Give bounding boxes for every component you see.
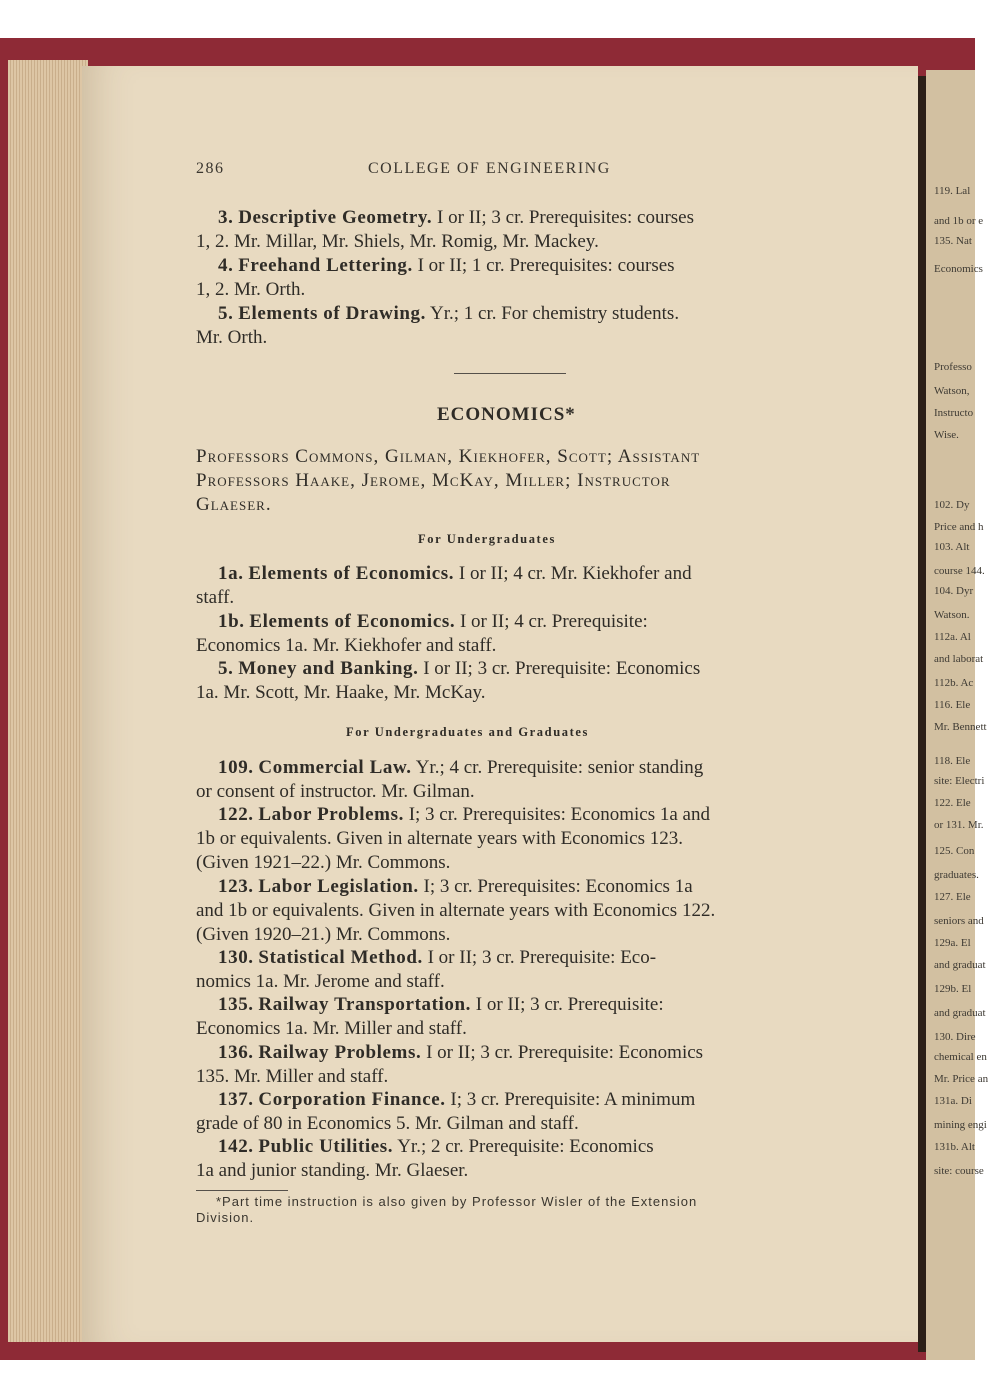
course-title: Money and Banking.: [238, 658, 419, 679]
adjacent-page-text: and graduat: [934, 959, 986, 971]
course-number: 1b.: [218, 611, 245, 632]
course-continuation: Mr. Orth.: [196, 327, 268, 348]
course-number: 135.: [218, 994, 254, 1015]
course-title: Elements of Economics.: [249, 611, 456, 632]
course-details: I or II; 3 cr. Prerequisite: Economics: [426, 1042, 704, 1063]
faculty-line: Professors Haake, Jerome, McKay, Miller; Instructor: [196, 470, 671, 491]
running-head: COLLEGE OF ENGINEERING: [368, 160, 611, 177]
course-number: 3.: [218, 207, 234, 228]
course-title: Corporation Finance.: [258, 1089, 446, 1110]
adjacent-page-text: Watson,: [934, 385, 970, 397]
adjacent-page-text: Professo: [934, 361, 972, 373]
course-title: Railway Problems.: [258, 1042, 422, 1063]
course-details: Yr.; 1 cr. For chemistry students.: [429, 303, 680, 324]
course-details: I or II; 1 cr. Prerequisites: courses: [417, 255, 675, 276]
course-details: I; 3 cr. Prerequisites: Economics 1a: [423, 876, 693, 897]
subsection-heading: For Undergraduates: [418, 532, 556, 546]
course-entry: [218, 876, 693, 898]
section-title: ECONOMICS*: [437, 404, 576, 425]
adjacent-page-text: 127. Ele: [934, 891, 971, 903]
adjacent-page-text: Watson.: [934, 609, 970, 621]
course-title: Labor Legislation.: [258, 876, 419, 897]
adjacent-page-text: Mr. Price an: [934, 1073, 988, 1085]
course-details: I or II; 3 cr. Prerequisite: Economics: [423, 658, 701, 679]
adjacent-page-text: mining engi: [934, 1119, 987, 1131]
adjacent-page-text: 129a. El: [934, 937, 971, 949]
course-number: 136.: [218, 1042, 254, 1063]
course-number: 5.: [218, 303, 234, 324]
footnote-line: *Part time instruction is also given by Professor Wisler of the Extension: [216, 1194, 698, 1209]
course-title: Public Utilities.: [258, 1136, 394, 1157]
course-number: 122.: [218, 804, 254, 825]
footnote-rule: [196, 1190, 288, 1191]
adjacent-page-text: 103. Alt: [934, 541, 970, 553]
adjacent-page-text: 131a. Di: [934, 1095, 972, 1107]
course-entry: [218, 804, 710, 826]
adjacent-page-text: Mr. Bennett: [934, 721, 987, 733]
course-details: I or II; 3 cr. Prerequisites: courses: [437, 207, 695, 228]
course-number: 5.: [218, 658, 234, 679]
course-title: Labor Problems.: [258, 804, 404, 825]
adjacent-page-text: Wise.: [934, 429, 959, 441]
course-details: I; 3 cr. Prerequisite: A minimum: [450, 1089, 696, 1110]
course-continuation: 135. Mr. Miller and staff.: [196, 1066, 389, 1087]
adjacent-page-text: and laborat: [934, 653, 984, 665]
adjacent-page-text: 104. Dyr: [934, 585, 974, 597]
course-entry: [218, 563, 692, 585]
adjacent-page-text: and graduat: [934, 1007, 986, 1019]
course-continuation: Economics 1a. Mr. Miller and staff.: [196, 1018, 467, 1039]
course-continuation: grade of 80 in Economics 5. Mr. Gilman and staff.: [196, 1113, 579, 1134]
course-continuation: 1, 2. Mr. Orth.: [196, 279, 306, 300]
book-gutter: [918, 76, 926, 1352]
adjacent-page-text: site: Electri: [934, 775, 985, 787]
course-entry: [218, 994, 664, 1016]
course-continuation: staff.: [196, 587, 235, 608]
course-details: Yr.; 4 cr. Prerequisite: senior standing: [415, 757, 704, 778]
course-continuation: and 1b or equivalents. Given in alternate years with Economics 122.: [196, 900, 716, 921]
course-title: Commercial Law.: [258, 757, 412, 778]
adjacent-page-text: 129b. El: [934, 983, 972, 995]
adjacent-page-text: 119. Lal: [934, 185, 971, 197]
adjacent-page-text: seniors and: [934, 915, 984, 927]
adjacent-page-text: course 144.: [934, 565, 985, 577]
course-continuation: nomics 1a. Mr. Jerome and staff.: [196, 971, 445, 992]
course-title: Freehand Lettering.: [238, 255, 413, 276]
course-number: 137.: [218, 1089, 254, 1110]
subsection-heading: For Undergraduates and Graduates: [346, 725, 589, 739]
adjacent-page-text: 112b. Ac: [934, 677, 974, 689]
adjacent-page-text: Price and h: [934, 521, 984, 533]
course-details: I or II; 4 cr. Mr. Kiekhofer and: [458, 563, 692, 584]
course-details: I or II; 3 cr. Prerequisite: Eco-: [427, 947, 657, 968]
adjacent-page-text: Economics: [934, 263, 983, 275]
course-title: Statistical Method.: [258, 947, 423, 968]
course-entry: [218, 1089, 695, 1111]
adjacent-page-text: graduates.: [934, 869, 979, 881]
course-entry: [218, 947, 656, 969]
adjacent-page-text: 130. Dire: [934, 1031, 976, 1043]
adjacent-page-text: and 1b or e: [934, 215, 984, 227]
course-continuation: 1a. Mr. Scott, Mr. Haake, Mr. McKay.: [196, 682, 486, 703]
footnote-line: Division.: [196, 1210, 255, 1225]
adjacent-page-text: 135. Nat: [934, 235, 972, 247]
course-details: I; 3 cr. Prerequisites: Economics 1a and: [408, 804, 710, 825]
adjacent-page-text: 116. Ele: [934, 699, 971, 711]
course-number: 130.: [218, 947, 254, 968]
course-number: 4.: [218, 255, 234, 276]
course-number: 123.: [218, 876, 254, 897]
course-title: Elements of Drawing.: [238, 303, 426, 324]
course-title: Railway Transportation.: [258, 994, 472, 1015]
adjacent-page-strip: [926, 70, 988, 1360]
course-continuation: 1a and junior standing. Mr. Glaeser.: [196, 1160, 469, 1181]
course-entry: [218, 611, 648, 633]
adjacent-page-text: site: course: [934, 1165, 984, 1177]
course-entry: [218, 658, 700, 680]
course-details: I or II; 4 cr. Prerequisite:: [459, 611, 648, 632]
course-continuation: Economics 1a. Mr. Kiekhofer and staff.: [196, 635, 497, 656]
course-entry: [218, 207, 694, 229]
adjacent-page-text: Instructo: [934, 407, 974, 419]
course-details: Yr.; 2 cr. Prerequisite: Economics: [397, 1136, 654, 1157]
course-entry: [218, 1136, 654, 1158]
course-continuation: 1, 2. Mr. Millar, Mr. Shiels, Mr. Romig, Mr. Mackey.: [196, 231, 599, 252]
adjacent-page-text: 102. Dy: [934, 499, 970, 511]
course-continuation: or consent of instructor. Mr. Gilman.: [196, 781, 475, 802]
course-details: I or II; 3 cr. Prerequisite:: [475, 994, 664, 1015]
course-continuation: (Given 1920–21.) Mr. Commons.: [196, 924, 451, 945]
course-entry: [218, 757, 703, 779]
course-continuation: (Given 1921–22.) Mr. Commons.: [196, 852, 451, 873]
section-divider: [454, 373, 566, 374]
page-stack-edge: [8, 60, 88, 1342]
faculty-line: Professors Commons, Gilman, Kiekhofer, Scott; Assistant: [196, 446, 701, 467]
course-entry: [218, 303, 679, 325]
page-number: 286: [196, 160, 225, 177]
adjacent-page-text: 125. Con: [934, 845, 975, 857]
adjacent-page-text: 112a. Al: [934, 631, 971, 643]
course-number: 142.: [218, 1136, 254, 1157]
course-number: 1a.: [218, 563, 244, 584]
course-entry: [218, 1042, 703, 1064]
course-continuation: 1b or equivalents. Given in alternate years with Economics 123.: [196, 828, 684, 849]
course-entry: [218, 255, 675, 277]
adjacent-page-text: or 131. Mr.: [934, 819, 984, 831]
course-title: Elements of Economics.: [248, 563, 455, 584]
adjacent-page-text: 122. Ele: [934, 797, 971, 809]
course-title: Descriptive Geometry.: [238, 207, 433, 228]
adjacent-page-text: chemical en: [934, 1051, 987, 1063]
adjacent-page-text: 118. Ele: [934, 755, 971, 767]
faculty-line: Glaeser.: [196, 494, 272, 515]
course-number: 109.: [218, 757, 254, 778]
adjacent-page-text: 131b. Alt: [934, 1141, 975, 1153]
